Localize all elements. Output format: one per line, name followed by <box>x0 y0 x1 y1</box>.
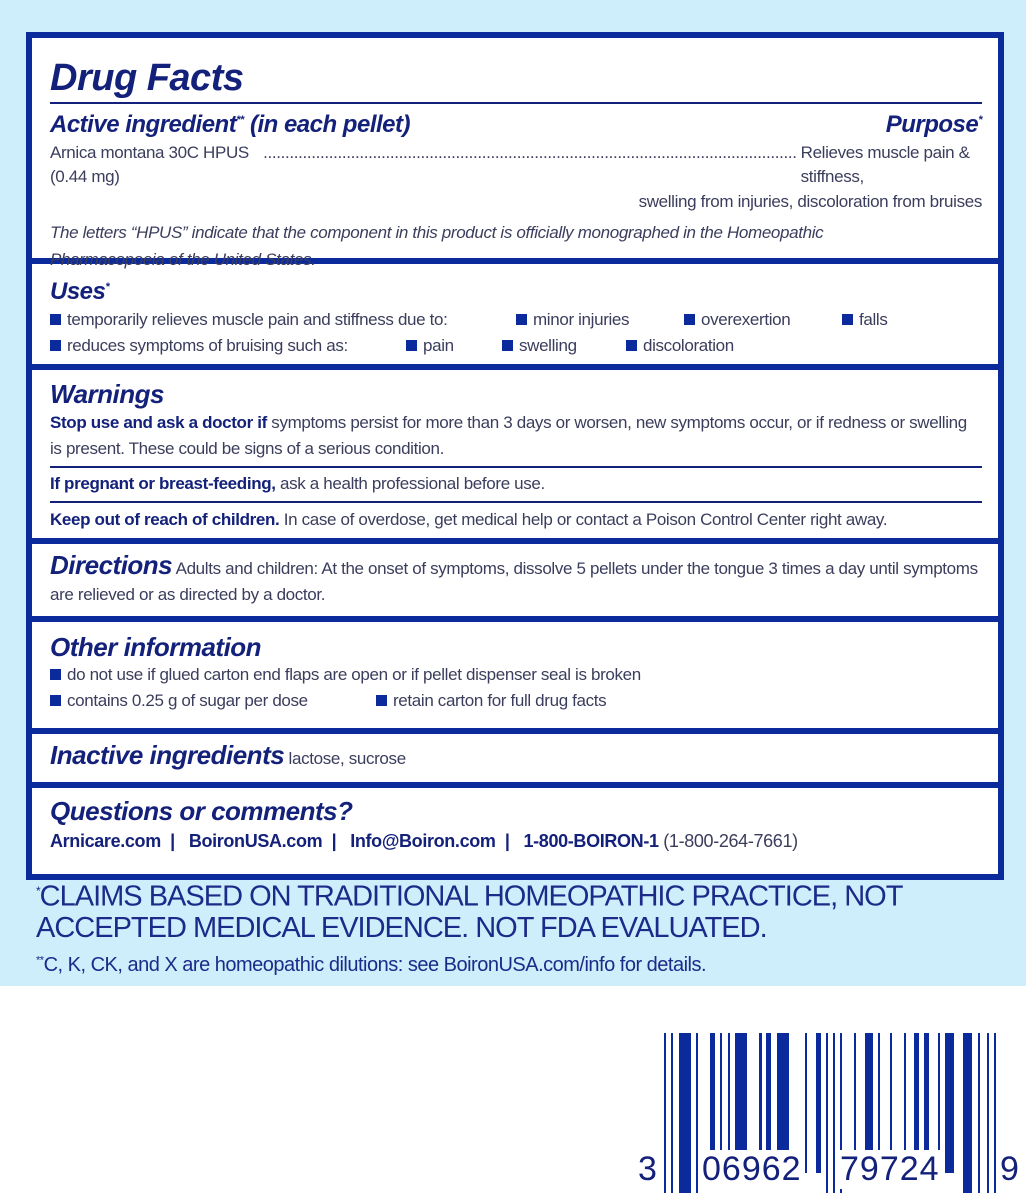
directions-section <box>32 544 998 622</box>
barcode-bar <box>816 1033 821 1173</box>
other-info-section <box>32 622 998 734</box>
purpose-line1: Relieves muscle pain & stiffness, <box>800 143 970 186</box>
questions-section <box>32 788 998 874</box>
warnings-section <box>32 370 998 544</box>
inactive-ingredients-section <box>32 734 998 788</box>
barcode-bars <box>600 1000 1026 1188</box>
other-info-item: do not use if glued carton end flaps are open or if pellet dispenser seal is broken <box>50 662 982 688</box>
active-ingredient-heading: Active ingredient** (in each pellet) <box>50 111 410 138</box>
questions-heading: Questions or comments? <box>50 796 353 826</box>
barcode-digit-last: 9 <box>1000 1150 1019 1188</box>
barcode-bar <box>826 1033 828 1193</box>
inactive-heading: Inactive ingredients <box>50 740 285 770</box>
other-info-item: contains 0.25 g of sugar per dose retain carton for full drug facts <box>50 688 982 714</box>
active-ingredient-section: Drug Facts Active ingredient** (in each pellet) Purpose* Arnica montana 30C HPUS (0.44 mg) .......................................................................................................................... Relieves muscle pain & stiffness, swelling from injuries, discoloration from bruises The letters “HPUS” indicate that the component in this product is officially monographed in the Homeopathic Pharmacopoeia of the United States. <box>32 38 998 264</box>
barcode-bar <box>805 1033 807 1173</box>
uses-row: temporarily relieves muscle pain and stiffness due to: minor injuries overexertion falls <box>50 307 982 333</box>
barcode-bar <box>963 1033 972 1193</box>
barcode-digits-left: 06962 <box>702 1150 802 1188</box>
page-title: Drug Facts <box>50 57 244 99</box>
uses-section: Uses* temporarily relieves muscle pain and stiffness due to: minor injuries overexertion falls reduces symptoms of bruising such as: pain swelling discoloration <box>32 264 998 370</box>
pregnancy-warning: If pregnant or breast-feeding, ask a health professional before use. <box>50 468 982 503</box>
drug-facts-panel <box>26 32 1004 880</box>
warnings-heading: Warnings <box>50 379 164 409</box>
other-info-heading: Other information <box>50 632 262 662</box>
barcode-bar <box>679 1033 691 1193</box>
arnicare-link[interactable]: Arnicare.com <box>50 831 161 851</box>
purpose-heading: Purpose* <box>885 111 982 138</box>
barcode-digits-right: 79724 <box>840 1150 940 1188</box>
purpose-line2: swelling from injuries, discoloration from bruises <box>638 192 982 211</box>
barcode <box>600 1000 1026 1188</box>
directions-text: Adults and children: At the onset of symptoms, dissolve 5 pellets under the tongue 3 times a day until symptoms are relieved or as directed by a doctor. <box>50 559 978 604</box>
barcode-digit-first: 3 <box>638 1150 657 1188</box>
barcode-bar <box>671 1033 673 1193</box>
barcode-bar <box>833 1033 835 1193</box>
barcode-bar <box>664 1033 666 1193</box>
boironusa-link[interactable]: BoironUSA.com <box>188 831 323 851</box>
phone-link[interactable]: 1-800-BOIRON-1 <box>523 831 659 851</box>
contact-line: Arnicare.com | BoironUSA.com | Info@Boiron.com | 1-800-BOIRON-1 (1-800-264-7661) <box>50 831 798 851</box>
phone-number: (1-800-264-7661) <box>658 831 798 851</box>
footer-notes <box>36 876 1006 977</box>
hpus-note: The letters “HPUS” indicate that the component in this product is officially monographed in the Homeopathic Pharmacopoeia of the United States. <box>50 223 824 269</box>
inactive-text: lactose, sucrose <box>284 749 406 768</box>
barcode-bar <box>978 1033 980 1193</box>
barcode-bar <box>696 1033 698 1193</box>
barcode-bar <box>945 1033 954 1173</box>
barcode-bar <box>987 1033 989 1193</box>
ingredient: Arnica montana 30C HPUS (0.44 mg) <box>50 143 249 186</box>
uses-heading: Uses <box>50 278 106 305</box>
directions-heading: Directions <box>50 550 173 580</box>
dilutions-note: **C, K, CK, and X are homeopathic dilutions: see BoironUSA.com/info for details. <box>36 953 707 976</box>
claims-disclaimer: *CLAIMS BASED ON TRADITIONAL HOMEOPATHIC PRACTICE, NOT ACCEPTED MEDICAL EVIDENCE. NOT FDA EVALUATED. <box>36 880 902 944</box>
stop-use-warning: Stop use and ask a doctor if symptoms persist for more than 3 days or worsen, new symptoms occur, or if redness or swelling is present. These could be signs of a serious condition. <box>50 410 982 468</box>
uses-row: reduces symptoms of bruising such as: pain swelling discoloration <box>50 333 982 359</box>
barcode-bar <box>994 1033 996 1193</box>
email-link[interactable]: Info@Boiron.com <box>350 831 496 851</box>
children-warning: Keep out of reach of children. In case of overdose, get medical help or contact a Poison Control Center right away. <box>50 510 888 529</box>
